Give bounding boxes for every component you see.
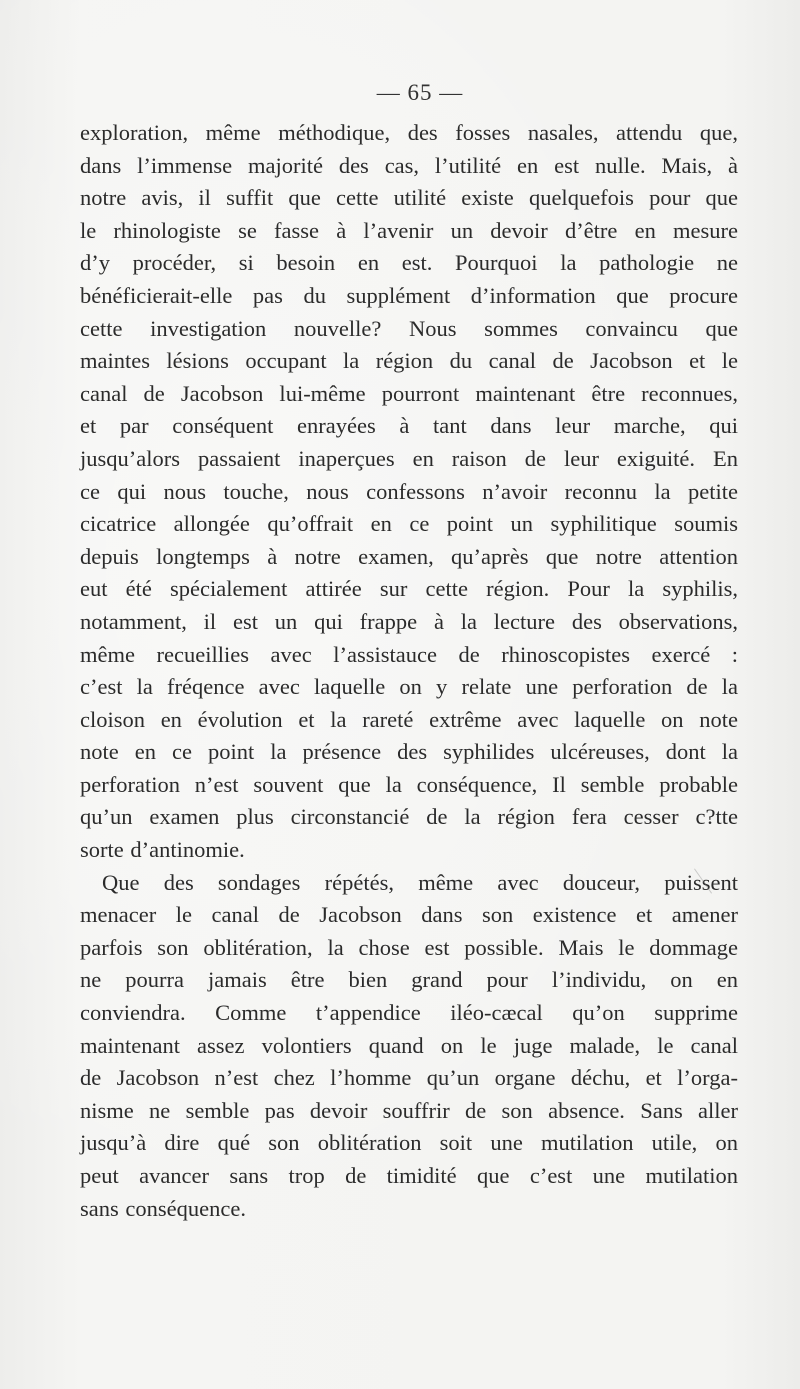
text-line: perforation n’est souvent que la conséquence, Il semble probable: [80, 771, 738, 797]
text-line: cicatrice allongée qu’offrait en ce point un syphilitique soumis: [80, 511, 738, 537]
text-line: jusqu’à dire qué son oblitération soit une mutilation utile, on: [80, 1130, 738, 1156]
text-line: nisme ne semble pas devoir souffrir de son absence. Sans aller: [80, 1097, 738, 1123]
text-line: depuis longtemps à notre examen, qu’après que notre attention: [80, 543, 738, 569]
text-line: cloison en évolution et la rareté extrême avec laquelle on note: [80, 706, 738, 732]
text-line: maintenant assez volontiers quand on le juge malade, le canal: [80, 1032, 738, 1058]
text-line: note en ce point la présence des syphilides ulcéreuses, dont la: [80, 739, 738, 765]
text-line: bénéficierait-elle pas du supplément d’information que procure: [80, 282, 738, 308]
text-line: c’est la fréqence avec laquelle on y relate une perforation de la: [80, 674, 738, 700]
paragraph-1: [80, 117, 738, 867]
text-line: peut avancer sans trop de timidité que c’est une mutilation: [80, 1163, 738, 1188]
text-line: même recueillies avec l’assistauce de rhinoscopistes exercé :: [80, 641, 738, 667]
text-line: sans conséquence.: [80, 1195, 246, 1221]
text-line: notamment, il est un qui frappe à la lecture des observations,: [80, 608, 738, 634]
text-line: canal de Jacobson lui-même pourront maintenant être reconnues,: [80, 380, 738, 406]
text-line: parfois son oblitération, la chose est possible. Mais le dommage: [80, 934, 738, 960]
text-line: ne pourra jamais être bien grand pour l’individu, on en: [80, 967, 738, 993]
text-line: d’y procéder, si besoin en est. Pourquoi la pathologie ne: [80, 250, 738, 276]
text-line: exploration, même méthodique, des fosses nasales, attendu que,: [80, 120, 738, 145]
text-line: sorte d’antinomie.: [80, 837, 245, 863]
body-text: [80, 117, 738, 1225]
text-line: le rhinologiste se fasse à l’avenir un devoir d’être en mesure: [80, 217, 738, 243]
text-line: maintes lésions occupant la région du canal de Jacobson et le: [80, 348, 738, 374]
text-line: de Jacobson n’est chez l’homme qu’un organe déchu, et l’orga-: [80, 1065, 738, 1091]
text-line: conviendra. Comme t’appendice iléo-cæcal qu’on supprime: [80, 1000, 738, 1026]
text-line: qu’un examen plus circonstancié de la région fera cesser c?tte: [80, 804, 738, 830]
text-line: et par conséquent enrayées à tant dans leur marche, qui: [80, 413, 738, 439]
text-line: cette investigation nouvelle? Nous sommes convaincu que: [80, 315, 738, 341]
page-number: — 65 —: [376, 80, 464, 105]
text-line: menacer le canal de Jacobson dans son existence et amener: [80, 902, 738, 928]
text-line: eut été spécialement attirée sur cette région. Pour la syphilis,: [80, 576, 738, 602]
text-line: notre avis, il suffit que cette utilité existe quelquefois pour que: [80, 185, 738, 211]
text-line: dans l’immense majorité des cas, l’utilité en est nulle. Mais, à: [80, 152, 738, 178]
text-line: ce qui nous touche, nous confessons n’avoir reconnu la petite: [80, 478, 738, 504]
text-line: Que des sondages répétés, même avec douceur, puissent: [102, 869, 738, 895]
paragraph-2: [80, 867, 738, 1226]
text-line: jusqu’alors passaient inaperçues en raison de leur exiguité. En: [80, 445, 738, 471]
